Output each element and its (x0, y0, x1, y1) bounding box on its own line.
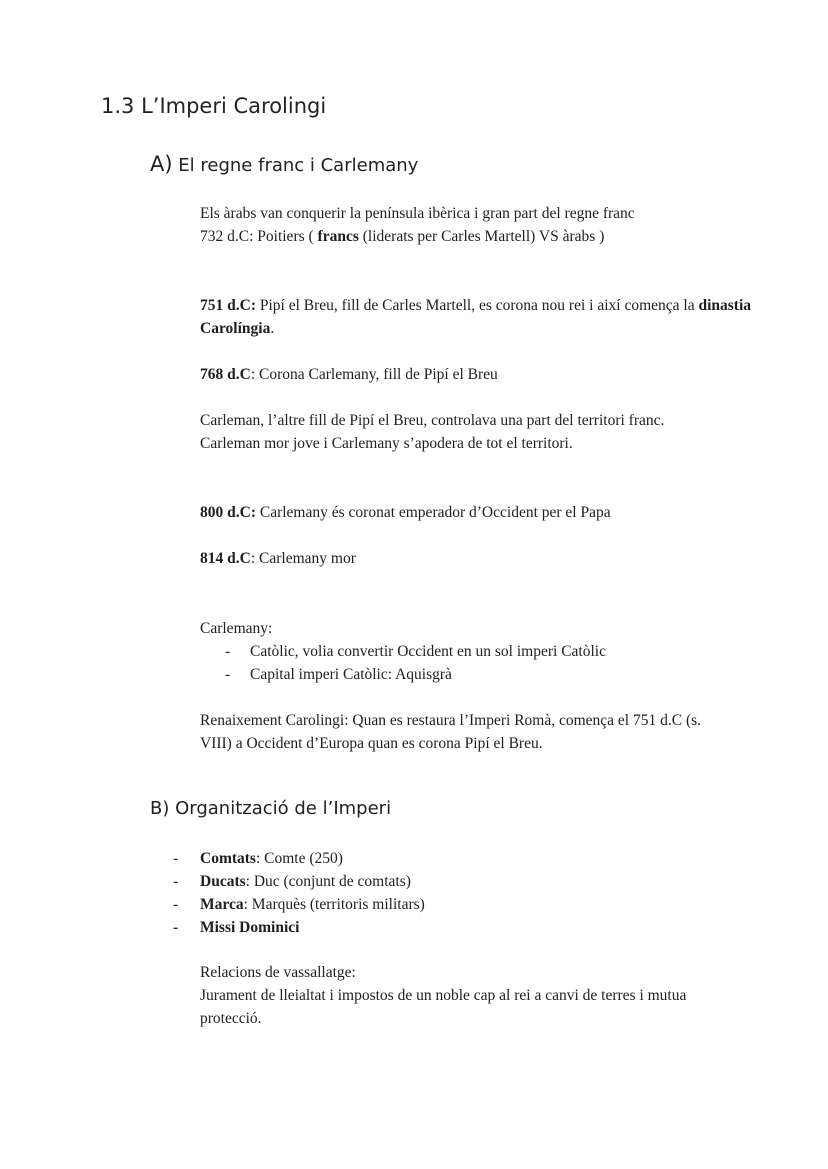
comtats-label: Comtats (200, 850, 256, 867)
dash-bullet: - (225, 666, 231, 683)
list-item (173, 847, 733, 870)
event-800 (200, 501, 760, 524)
vassallatge-paragraph (200, 961, 700, 1030)
carleman-line2: Carleman mor jove i Carlemany s’apodera de tot el territori. (200, 435, 573, 452)
event-751-end: . (270, 320, 275, 337)
event-814-date: 814 d.C (200, 550, 251, 567)
event-814 (200, 547, 760, 570)
ducats-text: : Duc (conjunt de comtats) (245, 873, 411, 890)
dash-bullet: - (173, 919, 179, 936)
renaixement-paragraph: Renaixement Carolingi: Quan es restaura l’Imperi Romà, comença el 751 d.C (s. VIII) a Occident d’Europa quan es corona Pipí el Breu. (200, 712, 702, 752)
event-768 (200, 363, 760, 386)
event-814-text: : Carlemany mor (250, 550, 356, 567)
section-b-heading: B) Organització de l’Imperi (150, 798, 392, 819)
carleman-paragraph (200, 409, 760, 455)
intro-line2-pre: 732 d.C: Poitiers ( (200, 228, 318, 245)
event-768-date: 768 d.C (200, 366, 251, 383)
event-800-text: Carlemany és coronat emperador d’Occident per el Papa (255, 504, 611, 521)
marca-label: Marca (200, 896, 244, 913)
list-item (173, 893, 733, 916)
intro-paragraph (200, 202, 720, 248)
carlemany-item-capital: Capital imperi Catòlic: Aquisgrà (250, 666, 452, 683)
section-a-title: El regne franc i Carlemany (178, 155, 419, 176)
event-751 (200, 294, 760, 340)
list-item (200, 640, 760, 663)
intro-francs: francs (317, 228, 359, 245)
vassallatge-text: Jurament de lleialtat i impostos de un noble cap al rei a canvi de terres i mutua protecció. (200, 987, 687, 1027)
dash-bullet: - (173, 896, 179, 913)
dash-bullet: - (225, 643, 231, 660)
list-item (173, 870, 733, 893)
event-768-text: : Corona Carlemany, fill de Pipí el Breu (250, 366, 498, 383)
dash-bullet: - (173, 873, 179, 890)
event-751-date: 751 d.C: (200, 297, 256, 314)
missi-dominici-label: Missi Dominici (200, 919, 300, 936)
list-item (173, 916, 733, 939)
carlemany-list (200, 640, 760, 686)
main-heading: 1.3 L’Imperi Carolingi (101, 94, 327, 118)
list-item (200, 663, 760, 686)
vassallatge-label: Relacions de vassallatge: (200, 964, 356, 981)
event-751-dinastia: dinastia Carolíngia (200, 297, 752, 337)
carlemany-item-catolic: Catòlic, volia convertir Occident en un sol imperi Catòlic (250, 643, 606, 660)
dash-bullet: - (173, 850, 179, 867)
event-751-text: Pipí el Breu, fill de Carles Martell, es corona nou rei i així comença la (255, 297, 699, 314)
comtats-text: : Comte (250) (255, 850, 343, 867)
section-a-heading (150, 152, 418, 176)
intro-line1: Els àrabs van conquerir la península ibèrica i gran part del regne franc (200, 205, 635, 222)
carleman-line1: Carleman, l’altre fill de Pipí el Breu, controlava una part del territori franc. (200, 412, 665, 429)
ducats-label: Ducats (200, 873, 246, 890)
event-800-date: 800 d.C: (200, 504, 256, 521)
intro-line2-post: (liderats per Carles Martell) VS àrabs ) (358, 228, 605, 245)
carlemany-label: Carlemany: (200, 620, 273, 637)
marca-text: : Marquès (territoris militars) (243, 896, 425, 913)
organitzacio-list (173, 847, 733, 939)
section-a-letter: A) (150, 152, 173, 176)
